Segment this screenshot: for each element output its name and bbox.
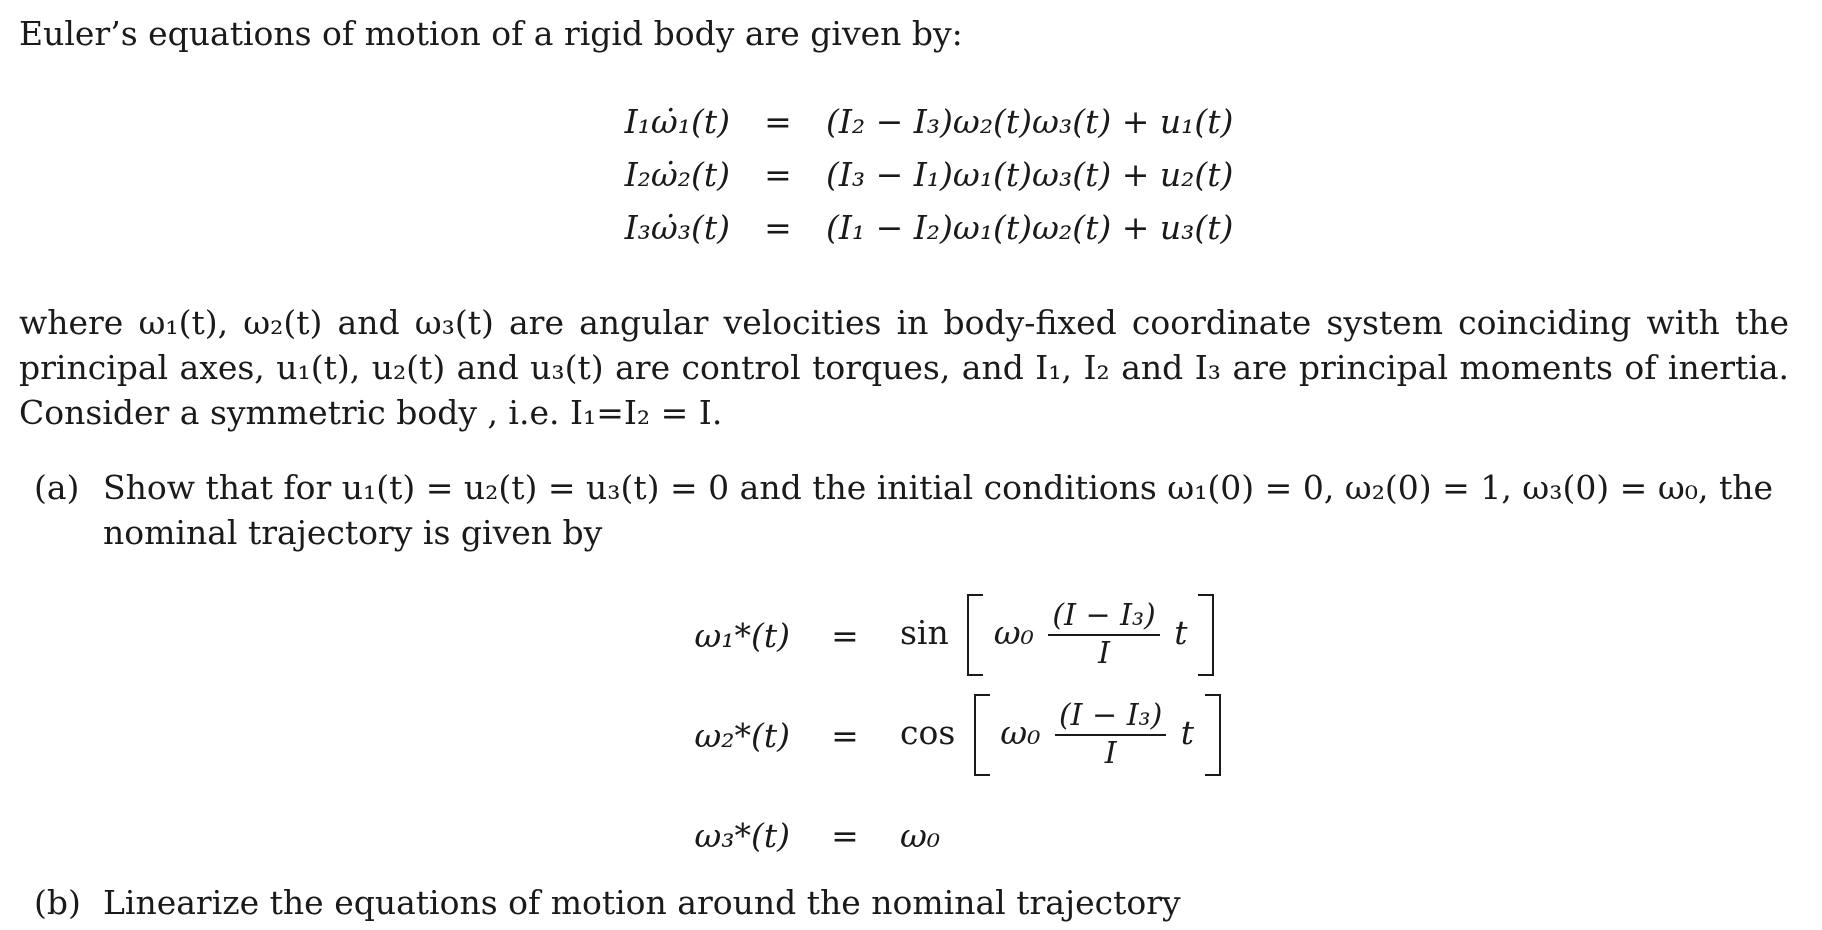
omega-factor: ω₀ — [993, 613, 1034, 652]
equals-sign: = — [764, 208, 792, 247]
trajectory-rhs: ω₀ — [900, 815, 941, 855]
part-a-text: Show that for u₁(t) = u₂(t) = u₃(t) = 0 and the initial conditions ω₁(0) = 0, ω₂(0) = 1, ω₃(0) = ω₀, the nominal trajectory is given by — [103, 468, 1773, 552]
trajectory-row — [690, 585, 1221, 685]
equals-sign: = — [831, 615, 859, 655]
equation-rhs: (I₃ − I₁)ω₁(t)ω₃(t) + u₂(t) — [826, 155, 1234, 194]
fraction-denominator: I — [1104, 736, 1117, 771]
euler-equation-row — [578, 95, 1233, 148]
nominal-trajectory-equations — [690, 585, 1221, 885]
fraction — [1055, 698, 1166, 772]
euler-equation-row — [578, 201, 1233, 254]
equation-rhs: (I₂ − I₃)ω₂(t)ω₃(t) + u₁(t) — [826, 102, 1234, 141]
right-bracket — [1198, 594, 1214, 676]
trajectory-row — [690, 685, 1221, 785]
right-bracket — [1205, 694, 1221, 776]
equation-lhs: I₁ω̇₁(t) — [624, 102, 730, 141]
function-name: cos — [900, 713, 956, 752]
equation-lhs: I₃ω̇₃(t) — [624, 208, 730, 247]
function-name: sin — [900, 613, 949, 652]
equals-sign: = — [764, 102, 792, 141]
fraction — [1048, 598, 1159, 672]
trajectory-lhs: ω₂*(t) — [694, 715, 790, 755]
time-variable: t — [1174, 613, 1188, 652]
fraction-numerator: (I − I₃) — [1048, 598, 1159, 636]
part-b — [34, 880, 1784, 930]
part-b-label: (b) — [34, 883, 81, 922]
euler-equation-row — [578, 148, 1233, 201]
equals-sign: = — [764, 155, 792, 194]
equation-lhs: I₂ω̇₂(t) — [624, 155, 730, 194]
definitions-paragraph: where ω₁(t), ω₂(t) and ω₃(t) are angular velocities in body-fixed coordinate system coinciding with the principal axes, u₁(t), u₂(t) and u₃(t) are control torques, and I₁, I₂ and I₃ are principal moments of inertia. Consider a symmetric body , i.e. I₁=I₂ = I. — [19, 303, 1789, 432]
fraction-denominator: I — [1098, 636, 1110, 671]
trajectory-lhs: ω₁*(t) — [694, 615, 790, 655]
left-bracket — [974, 694, 990, 776]
equals-sign: = — [831, 815, 859, 855]
left-bracket — [967, 594, 983, 676]
part-a — [34, 465, 1784, 565]
part-a-label: (a) — [34, 468, 80, 507]
trajectory-row — [690, 785, 1221, 885]
trajectory-rhs — [900, 685, 1221, 785]
fraction-numerator: (I − I₃) — [1055, 698, 1166, 736]
trajectory-lhs: ω₃*(t) — [694, 815, 790, 855]
equals-sign: = — [831, 715, 859, 755]
equation-rhs: (I₁ − I₂)ω₁(t)ω₂(t) + u₃(t) — [826, 208, 1234, 247]
part-b-text: Linearize the equations of motion around the nominal trajectory — [103, 883, 1181, 922]
intro-text: Euler’s equations of motion of a rigid body are given by: — [19, 14, 963, 53]
trajectory-rhs — [900, 585, 1221, 685]
omega-factor: ω₀ — [1000, 713, 1041, 752]
time-variable: t — [1180, 713, 1195, 752]
euler-equations — [578, 95, 1233, 254]
